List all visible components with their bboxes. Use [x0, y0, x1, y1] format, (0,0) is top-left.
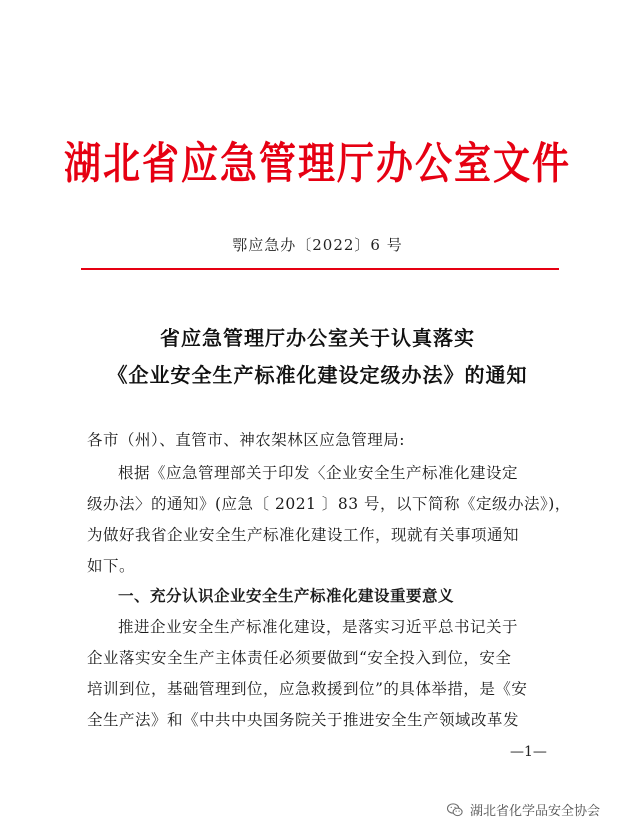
paragraph-1-line-4: 如下。	[87, 557, 136, 575]
paragraph-2-line-4: 全生产法》和《中共中央国务院关于推进安全生产领域改革发	[87, 711, 520, 729]
source-watermark	[446, 800, 600, 819]
paragraph-2-line-2: 企业落实安全生产主体责任必须要做到“安全投入到位，安全	[87, 649, 512, 667]
paragraph-1-line-1: 根据《应急管理部关于印发〈企业安全生产标准化建设定	[118, 464, 519, 482]
page-number: —1—	[510, 744, 547, 760]
notice-title-line-2: 《企业安全生产标准化建设定级办法》的通知	[107, 363, 528, 387]
paragraph-2-line-1: 推进企业安全生产标准化建设，是落实习近平总书记关于	[118, 618, 519, 636]
paragraph-1-line-3: 为做好我省企业安全生产标准化建设工作，现就有关事项通知	[87, 526, 520, 544]
paragraph-2-line-3: 培训到位，基础管理到位，应急救援到位”的具体举措，是《安	[87, 680, 528, 698]
document-number: 鄂应急办〔2022〕6 号	[232, 236, 403, 254]
wechat-icon	[446, 801, 464, 819]
red-divider-line	[81, 268, 559, 270]
document-header-title: 湖北省应急管理厅办公室文件	[64, 137, 571, 190]
paragraph-1-line-2: 级办法〉的通知》(应急〔 2021 〕83 号，以下简称《定级办法》)，	[87, 495, 571, 513]
watermark-text: 湖北省化学品安全协会	[470, 804, 601, 819]
salutation: 各市（州）、直管市、神农架林区应急管理局:	[87, 431, 405, 449]
section-1-heading: 一、充分认识企业安全生产标准化建设重要意义	[118, 587, 455, 605]
notice-title-line-1: 省应急管理厅办公室关于认真落实	[160, 326, 475, 350]
